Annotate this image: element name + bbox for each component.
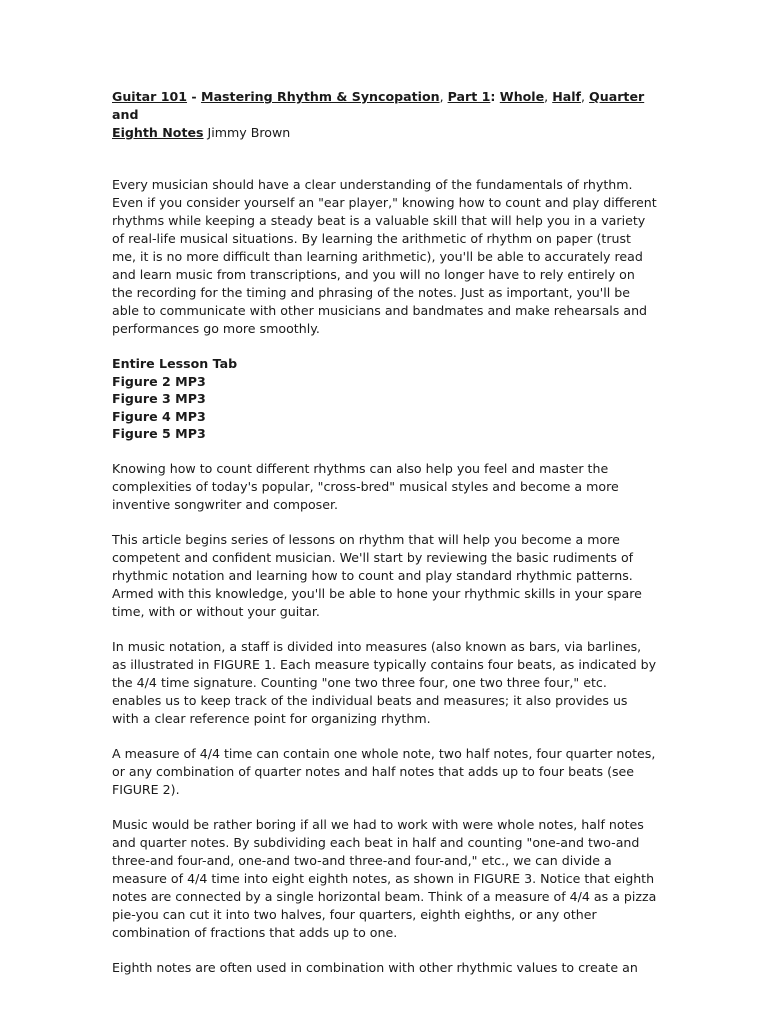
link-figure-2-mp3[interactable]: Figure 2 MP3 [112, 373, 206, 389]
paragraph-series: This article begins series of lessons on rhythm that will help you become a more competent and confident musician. We'll start by reviewing the basic rudiments of rhythmic notation and learning how to count and play standard rhythmic patterns. Armed with this knowledge, you'll be able to hone your rhythmic skills in your spare time, with or without your guitar. [112, 531, 642, 619]
title-link-half[interactable]: Half [552, 89, 582, 104]
title-comma-3: , [581, 89, 590, 104]
title-link-guitar-101[interactable]: Guitar 101 [112, 89, 188, 104]
title-comma-2: , [544, 89, 553, 104]
paragraph-counting: Knowing how to count different rhythms can also help you feel and master the complexities of today's popular, "cross-bred" musical styles and become a more inventive songwriter and composer. [112, 460, 619, 512]
title-link-whole[interactable]: Whole [499, 89, 545, 104]
paragraph-eighth-notes: Music would be rather boring if all we had to work with were whole notes, half notes and quarter notes. By subdividing each beat in half and counting "one-and two-and three-and four-and, one-and two-and three-and four-and," etc., we can divide a measure of 4/4 time into eight eighth notes, as shown in FIGURE 3. Notice that eighth notes are connected by a single horizontal beam. Think of a measure of 4/4 as a pizza pie-you can cut it into two halves, four quarters, eighth eighths, or any other combination of fractions that adds up to one. [112, 816, 657, 940]
link-entire-lesson-tab[interactable]: Entire Lesson Tab [112, 356, 238, 371]
title-link-mastering-rhythm[interactable]: Mastering Rhythm & Syncopation [201, 89, 440, 104]
article [112, 88, 657, 994]
title-link-quarter[interactable]: Quarter [589, 89, 645, 104]
title-and: and [112, 107, 139, 122]
link-figure-4-mp3[interactable]: Figure 4 MP3 [112, 408, 206, 424]
title-link-part-1[interactable]: Part 1 [447, 89, 491, 104]
title-dash: - [187, 89, 202, 104]
article-title [112, 88, 657, 142]
link-figure-3-mp3[interactable]: Figure 3 MP3 [112, 391, 206, 406]
media-links [112, 355, 657, 443]
paragraph-combination: Eighth notes are often used in combination with other rhythmic values to create an [112, 959, 638, 975]
paragraph-intro: Every musician should have a clear understanding of the fundamentals of rhythm. Even if you consider yourself an "ear player," knowing how to count and play different rhythms while keeping a steady beat is a valuable skill that will help you in a variety of real-life musical situations. By learning the arithmetic of rhythm on paper (trust me, it is no more difficult than learning arithmetic), you'll be able to accurately read and learn music from transcriptions, and you will no longer have to rely entirely on the recording for the timing and phrasing of the notes. Just as important, you'll be able to communicate with other musicians and bandmates and make rehearsals and performances go more smoothly. [112, 177, 657, 336]
link-figure-5-mp3[interactable]: Figure 5 MP3 [112, 426, 206, 441]
paragraph-whole-half-quarter: A measure of 4/4 time can contain one whole note, two half notes, four quarter notes, or any combination of quarter notes and half notes that adds up to four beats (see FIGURE 2). [112, 745, 656, 797]
title-comma-1: , [439, 89, 448, 104]
paragraph-measures: In music notation, a staff is divided into measures (also known as bars, via barlines, as illustrated in FIGURE 1. Each measure typically contains four beats, as indicated by the 4/4 time signature. Counting "one two three four, one two three four," etc. enables us to keep track of the individual beats and measures; it also provides us with a clear reference point for organizing rhythm. [112, 638, 657, 726]
title-link-eighth-notes[interactable]: Eighth Notes [112, 125, 204, 140]
title-colon: : [490, 89, 500, 104]
author-name: Jimmy Brown [207, 125, 291, 140]
